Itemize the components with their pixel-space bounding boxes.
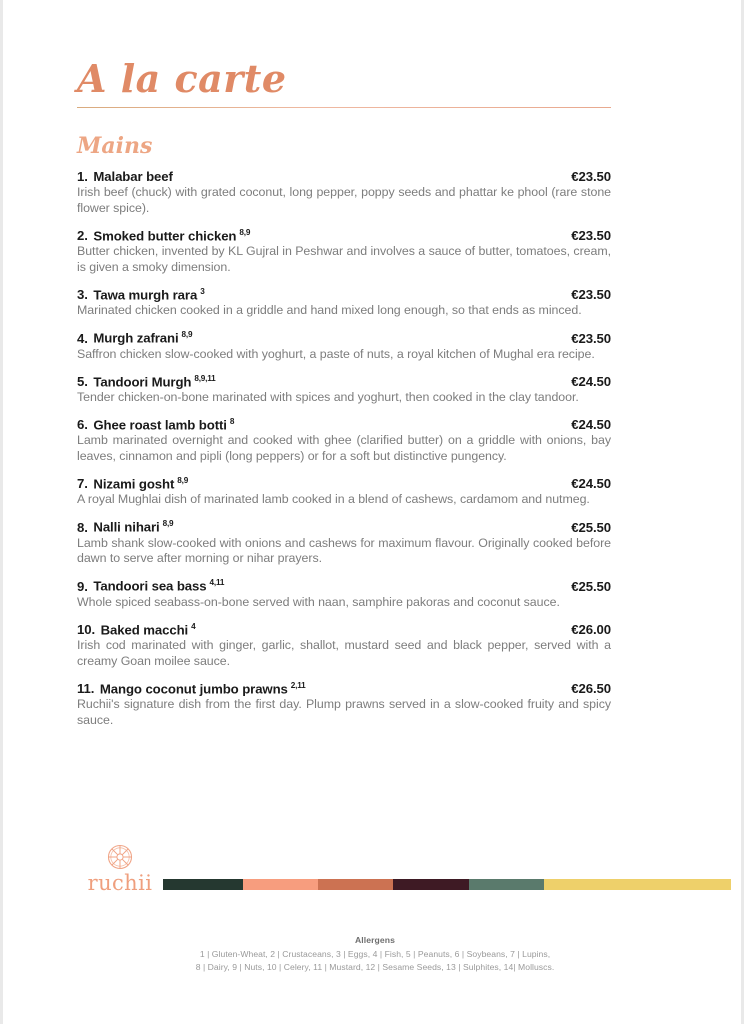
color-bar-segment-dark-green bbox=[163, 879, 243, 890]
menu-item-label: Mango coconut jumbo prawns bbox=[99, 681, 288, 697]
menu-item-number: 1. bbox=[77, 169, 88, 185]
menu-item-allergen-codes: 8,9 bbox=[239, 227, 251, 237]
menu-item-price: €26.50 bbox=[571, 681, 611, 697]
menu-item-price: €23.50 bbox=[571, 330, 611, 346]
menu-item-label: Murgh zafrani bbox=[93, 330, 179, 346]
menu-item bbox=[77, 330, 611, 362]
menu-item-list bbox=[77, 169, 611, 729]
menu-item-name bbox=[77, 228, 250, 243]
menu-item-label: Ghee roast lamb botti bbox=[93, 417, 227, 433]
color-bar-segment-sage bbox=[469, 879, 544, 890]
menu-item bbox=[77, 578, 611, 610]
menu-item-number: 4. bbox=[77, 330, 88, 346]
menu-item bbox=[77, 681, 611, 729]
allergens-line-1: 1 | Gluten-Wheat, 2 | Crustaceans, 3 | Eggs, 4 | Fish, 5 | Peanuts, 6 | Soybeans, 7 | Lupins, bbox=[199, 949, 551, 959]
menu-item-allergen-codes: 3 bbox=[200, 286, 205, 296]
menu-item-label: Nizami gosht bbox=[93, 476, 175, 492]
menu-item-allergen-codes: 4,11 bbox=[209, 578, 225, 588]
menu-item bbox=[77, 622, 611, 670]
menu-item-number: 10. bbox=[77, 621, 96, 637]
color-bar-segment-salmon bbox=[243, 879, 318, 890]
allergens-line-2: 8 | Dairy, 9 | Nuts, 10 | Celery, 11 | Mustard, 12 | Sesame Seeds, 13 | Sulphites, 14| Molluscs. bbox=[195, 962, 555, 973]
menu-item-header bbox=[77, 578, 611, 593]
page-footer bbox=[3, 842, 744, 1024]
menu-item-name bbox=[77, 519, 173, 534]
menu-item-name bbox=[77, 330, 192, 345]
menu-item-price: €24.50 bbox=[571, 373, 611, 389]
allergens-legend bbox=[3, 935, 744, 974]
menu-item-number: 7. bbox=[77, 476, 88, 492]
brand-color-bar bbox=[163, 879, 731, 890]
menu-item-name bbox=[77, 374, 216, 389]
section-heading-mains: Mains bbox=[77, 132, 153, 159]
menu-item-description: Butter chicken, invented by KL Gujral in Peshwar and involves a sauce of butter, tomatoes, cream, is given a smoky dimension. bbox=[77, 244, 611, 275]
menu-item-description: Irish cod marinated with ginger, garlic, shallot, mustard seed and black pepper, served with a creamy Goan moilee sauce. bbox=[77, 637, 611, 668]
menu-item-name bbox=[77, 476, 188, 491]
menu-item bbox=[77, 287, 611, 319]
menu-item-allergen-codes: 8 bbox=[229, 416, 235, 426]
menu-item bbox=[77, 476, 611, 508]
menu-item-number: 3. bbox=[77, 287, 88, 303]
menu-item-description: Lamb marinated overnight and cooked with ghee (clarified butter) on a griddle with onions, bay leaves, cinnamon and pipli (long peppers) or for a soft but distinctive pungency. bbox=[77, 433, 611, 464]
menu-item-label: Nalli nihari bbox=[93, 519, 160, 535]
wheel-mandala-icon bbox=[105, 842, 135, 872]
menu-item-header bbox=[77, 374, 611, 389]
menu-item-allergen-codes: 4 bbox=[191, 621, 196, 631]
menu-item-number: 8. bbox=[77, 519, 88, 535]
menu-item-allergen-codes: 8,9 bbox=[177, 475, 189, 485]
menu-item-header bbox=[77, 287, 611, 302]
menu-item-price: €24.50 bbox=[571, 417, 611, 433]
menu-item-name bbox=[77, 417, 234, 432]
menu-item-header bbox=[77, 519, 611, 534]
menu-item-header bbox=[77, 228, 611, 243]
menu-item-name bbox=[77, 169, 173, 184]
menu-item-price: €26.00 bbox=[571, 621, 611, 637]
menu-item-label: Baked macchi bbox=[100, 621, 189, 637]
menu-item bbox=[77, 169, 611, 217]
menu-item-description: Whole spiced seabass-on-bone served with naan, samphire pakoras and coconut sauce. bbox=[77, 594, 560, 609]
menu-item-price: €23.50 bbox=[571, 169, 611, 185]
menu-item-number: 9. bbox=[77, 578, 88, 594]
menu-item bbox=[77, 228, 611, 276]
menu-item-price: €24.50 bbox=[571, 476, 611, 492]
menu-item-description: Saffron chicken slow-cooked with yoghurt, a paste of nuts, a royal kitchen of Mughal era recipe. bbox=[77, 346, 595, 361]
brand-logo bbox=[77, 842, 163, 894]
menu-item-label: Malabar beef bbox=[93, 169, 173, 185]
menu-item-description: Tender chicken-on-bone marinated with spices and yoghurt, then cooked in the clay tandoor. bbox=[77, 389, 579, 404]
menu-item bbox=[77, 519, 611, 567]
menu-item-number: 2. bbox=[77, 228, 88, 244]
menu-item-number: 11. bbox=[77, 681, 95, 697]
color-bar-segment-maroon bbox=[393, 879, 469, 890]
menu-item-header bbox=[77, 169, 611, 184]
menu-item-header bbox=[77, 622, 611, 637]
menu-item-allergen-codes: 8,9 bbox=[162, 519, 174, 529]
brand-wordmark: ruchii bbox=[87, 871, 153, 895]
menu-item-allergen-codes: 2,11 bbox=[290, 680, 306, 690]
color-bar-segment-terracotta bbox=[318, 879, 393, 890]
menu-item-header bbox=[77, 330, 611, 345]
menu-item-label: Tawa murgh rara bbox=[93, 287, 198, 303]
menu-item-label: Tandoori Murgh bbox=[93, 373, 192, 389]
menu-item-name bbox=[77, 578, 224, 593]
menu-item-description: Irish beef (chuck) with grated coconut, long pepper, poppy seeds and phattar ke phool (rare stone flower spice). bbox=[77, 185, 611, 215]
menu-item-allergen-codes: 8,9 bbox=[181, 330, 193, 340]
menu-item bbox=[77, 417, 611, 465]
menu-item-allergen-codes: 8,9,11 bbox=[194, 373, 216, 383]
menu-item-price: €25.50 bbox=[571, 578, 611, 594]
menu-item-header bbox=[77, 476, 611, 491]
menu-item-price: €25.50 bbox=[571, 519, 611, 535]
menu-item-description: Lamb shank slow-cooked with onions and cashews for maximum flavour. Originally cooked before dawn to serve after morning or nihar prayers. bbox=[77, 535, 611, 566]
menu-item bbox=[77, 374, 611, 406]
menu-item-label: Smoked butter chicken bbox=[93, 228, 237, 244]
color-bar-segment-yellow bbox=[544, 879, 731, 890]
menu-item-price: €23.50 bbox=[571, 287, 611, 303]
page-title: A la carte bbox=[77, 56, 287, 101]
menu-item-description: A royal Mughlai dish of marinated lamb cooked in a blend of cashews, cardamom and nutmeg. bbox=[77, 492, 590, 507]
menu-item-header bbox=[77, 681, 611, 696]
menu-item-header bbox=[77, 417, 611, 432]
menu-item-name bbox=[77, 622, 195, 637]
menu-item-name bbox=[77, 287, 205, 302]
menu-item-number: 6. bbox=[77, 417, 88, 433]
menu-content bbox=[77, 0, 611, 740]
allergens-title: Allergens bbox=[354, 935, 396, 945]
menu-item-description: Marinated chicken cooked in a griddle and hand mixed long enough, so that ends as minced. bbox=[77, 303, 582, 318]
menu-item-price: €23.50 bbox=[571, 228, 611, 244]
menu-item-number: 5. bbox=[77, 373, 88, 389]
menu-item-name bbox=[77, 681, 305, 696]
menu-item-description: Ruchii's signature dish from the first day. Plump prawns served in a slow-cooked fruity and spicy sauce. bbox=[77, 697, 611, 727]
menu-item-label: Tandoori sea bass bbox=[93, 578, 207, 594]
